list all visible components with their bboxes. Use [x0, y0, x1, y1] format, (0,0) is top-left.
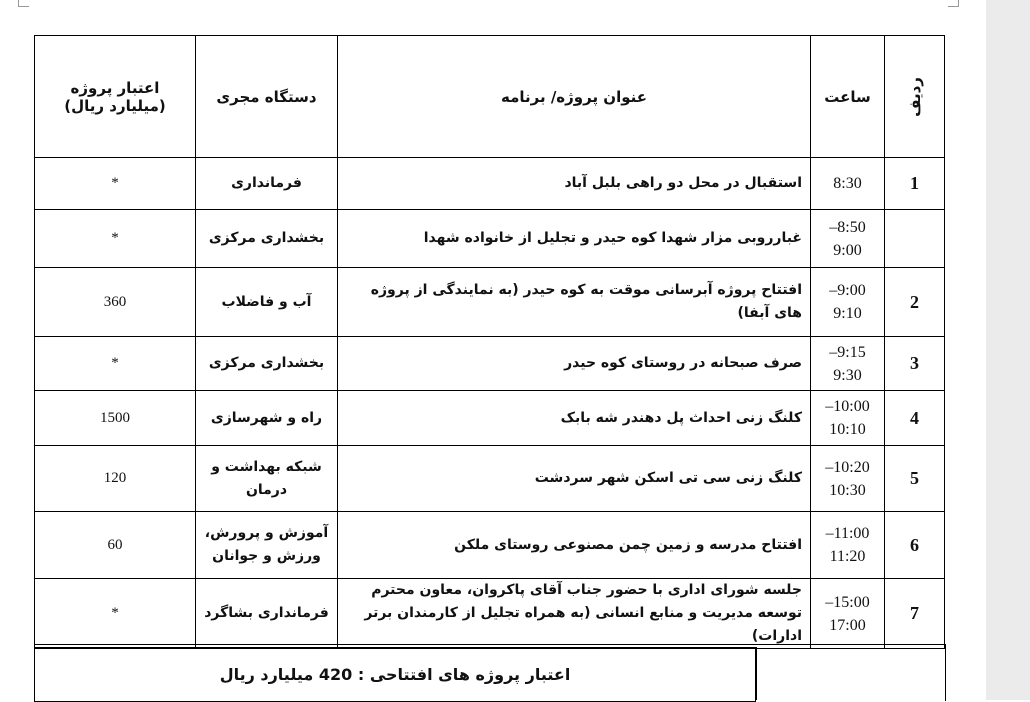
row-agency: بخشداری مرکزی: [196, 337, 338, 391]
row-title: کلنگ زنی احداث پل دهندر شه بابک: [338, 391, 811, 446]
table-row: [35, 512, 945, 579]
table-row: [35, 391, 945, 446]
total-credit: اعتبار پروژه های افتتاحی : 420 میلیارد ریال: [34, 647, 756, 702]
row-number: 4: [885, 391, 945, 446]
row-credit: 1500: [35, 391, 196, 446]
row-credit: *: [35, 158, 196, 210]
row-time: 8:30: [811, 158, 885, 210]
row-time: 11:00– 11:20: [811, 512, 885, 579]
row-title: افتتاح پروژه آبرسانی موقت به کوه حیدر (به نمایندگی از پروژه های آبفا): [338, 268, 811, 337]
table-row: [35, 210, 945, 268]
row-time: 9:15– 9:30: [811, 337, 885, 391]
row-agency: فرمانداری: [196, 158, 338, 210]
row-time: 10:00– 10:10: [811, 391, 885, 446]
crop-mark-right: [948, 0, 959, 7]
schedule-table: [34, 35, 945, 649]
row-time: 10:20– 10:30: [811, 446, 885, 512]
row-title: غبارروبی مزار شهدا کوه حیدر و تجلیل از خانواده شهدا: [338, 210, 811, 268]
row-time: 15:00– 17:00: [811, 579, 885, 649]
header-credit: اعتبار پروژه (میلیارد ریال): [35, 36, 196, 158]
row-agency: شبکه بهداشت و درمان: [196, 446, 338, 512]
row-credit: 60: [35, 512, 196, 579]
row-credit: *: [35, 579, 196, 649]
crop-mark-left: [18, 0, 29, 7]
row-number: 7: [885, 579, 945, 649]
header-row-number: ردیف: [885, 36, 945, 158]
row-agency: فرمانداری بشاگرد: [196, 579, 338, 649]
row-credit: 120: [35, 446, 196, 512]
row-credit: 360: [35, 268, 196, 337]
table-header-row: [35, 36, 945, 158]
table-row: [35, 446, 945, 512]
row-number: 1: [885, 158, 945, 210]
row-agency: بخشداری مرکزی: [196, 210, 338, 268]
row-title: جلسه شورای اداری با حضور جناب آقای پاکروان، معاون محترم توسعه مدیریت و منابع انسانی (به همراه تجلیل از کارمندان برتر ادارات): [338, 579, 811, 649]
row-title: صرف صبحانه در روستای کوه حیدر: [338, 337, 811, 391]
header-agency: دستگاه مجری: [196, 36, 338, 158]
row-time: 9:00– 9:10: [811, 268, 885, 337]
table-row: [35, 268, 945, 337]
header-title: عنوان پروژه/ برنامه: [338, 36, 811, 158]
row-agency: آموزش و پرورش، ورزش و جوانان: [196, 512, 338, 579]
row-number: 2: [885, 268, 945, 337]
total-side-cell: [756, 647, 943, 700]
row-agency: راه و شهرسازی: [196, 391, 338, 446]
row-time: 8:50– 9:00: [811, 210, 885, 268]
row-title: استقبال در محل دو راهی بلبل آباد: [338, 158, 811, 210]
row-agency: آب و فاضلاب: [196, 268, 338, 337]
table-row: [35, 158, 945, 210]
header-time: ساعت: [811, 36, 885, 158]
table-row: [35, 579, 945, 649]
page-margin-strip: [986, 0, 1030, 700]
row-credit: *: [35, 337, 196, 391]
row-number: [885, 210, 945, 268]
row-number: 3: [885, 337, 945, 391]
row-title: افتتاح مدرسه و زمین چمن مصنوعی روستای ملکن: [338, 512, 811, 579]
row-number: 6: [885, 512, 945, 579]
row-credit: *: [35, 210, 196, 268]
row-title: کلنگ زنی سی تی اسکن شهر سردشت: [338, 446, 811, 512]
table-row: [35, 337, 945, 391]
row-number: 5: [885, 446, 945, 512]
